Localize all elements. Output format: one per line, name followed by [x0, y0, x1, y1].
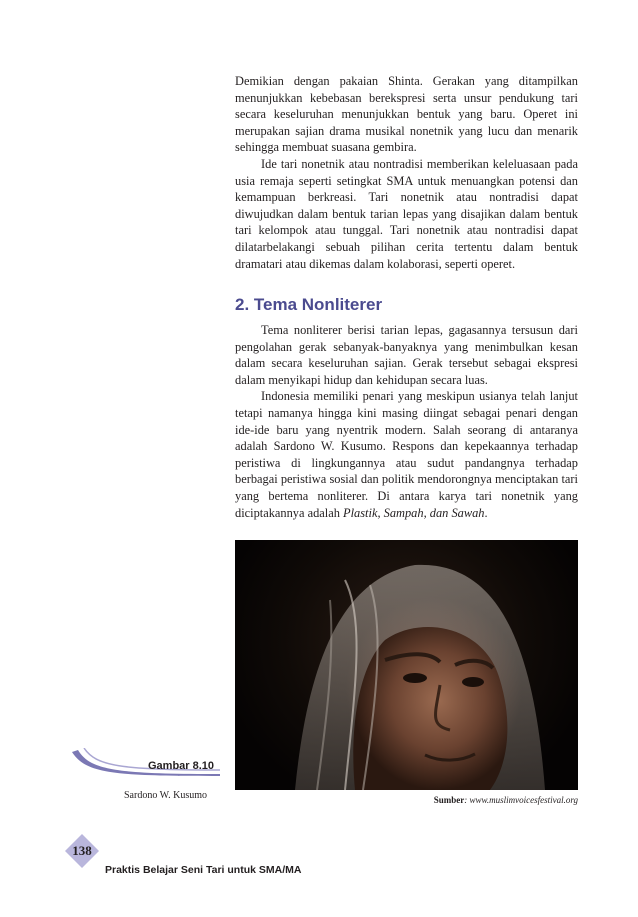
body-text-top	[235, 73, 578, 272]
source-url: : www.muslimvoicesfestival.org	[464, 795, 578, 805]
source-label: Sumber	[433, 795, 465, 805]
section-heading: 2. Tema Nonliterer	[235, 295, 383, 314]
page-number: 138	[72, 843, 92, 858]
image-source	[434, 795, 578, 805]
paragraph: Ide tari nonetnik atau nontradisi memberikan keleluasaan pada usia remaja seperti setingkat SMA untuk menuangkan potensi dan kemampuan berkreasi. Tari nonetnik atau nontradisi dapat diwujudkan dalam bentuk tarian lepas yang disajikan dalam bentuk tari kelompok atau tunggal. Tari nonetnik atau nontradisi dapat dilatarbelakangi sebuah pilihan cerita tertentu dalam bentuk dramatari atau dikemas dalam kolaborasi, seperti operet.	[235, 156, 578, 271]
portrait-illustration	[235, 540, 578, 790]
paragraph-text: Indonesia memiliki penari yang meskipun usianya telah lanjut tetapi namanya hingga kini masing diingat sebagai penari dengan ide-ide baru yang nyentrik modern. Salah seorang di antaranya adalah Sardono W. Kusumo. Respons dan kepekaannya terhadap peristiwa di lingkungannya atau sudut pandangnya terhadap berbagai peristiwa sosial dan politik mendorongnya menciptakan tari yang bertema nonliterer. Di antara karya tari nonetnik yang diciptakannya adalah	[235, 389, 578, 520]
body-text-bottom	[235, 322, 578, 521]
artwork-titles: Plastik, Sampah, dan Sawah	[343, 505, 485, 520]
paragraph	[235, 388, 578, 521]
paragraph: Tema nonliterer berisi tarian lepas, gagasannya tersusun dari pengolahan gerak sebanyak-banyaknya yang menimbulkan kesan dalam secara keseluruhan sajian. Gerak tersebut sebagai ekspresi dalam menyikapi hidup dan kehidupan secara luas.	[235, 323, 578, 387]
figure-caption: Sardono W. Kusumo	[124, 790, 208, 801]
paragraph-end: .	[484, 505, 488, 520]
paragraph: Demikian dengan pakaian Shinta. Gerakan yang ditampilkan menunjukkan kebebasan berekspresi serta unsur pendukung tari secara keseluruhan menunjukkan bentuk yang baru. Operet ini merupakan sajian drama musikal nonetnik yang lucu dan menarik sehingga membuat suasana gembira.	[235, 74, 578, 155]
figure-label: Gambar 8.10	[148, 760, 215, 772]
book-title: Praktis Belajar Seni Tari untuk SMA/MA	[105, 864, 302, 876]
page-number-badge	[64, 833, 100, 869]
portrait-photo	[235, 540, 578, 790]
